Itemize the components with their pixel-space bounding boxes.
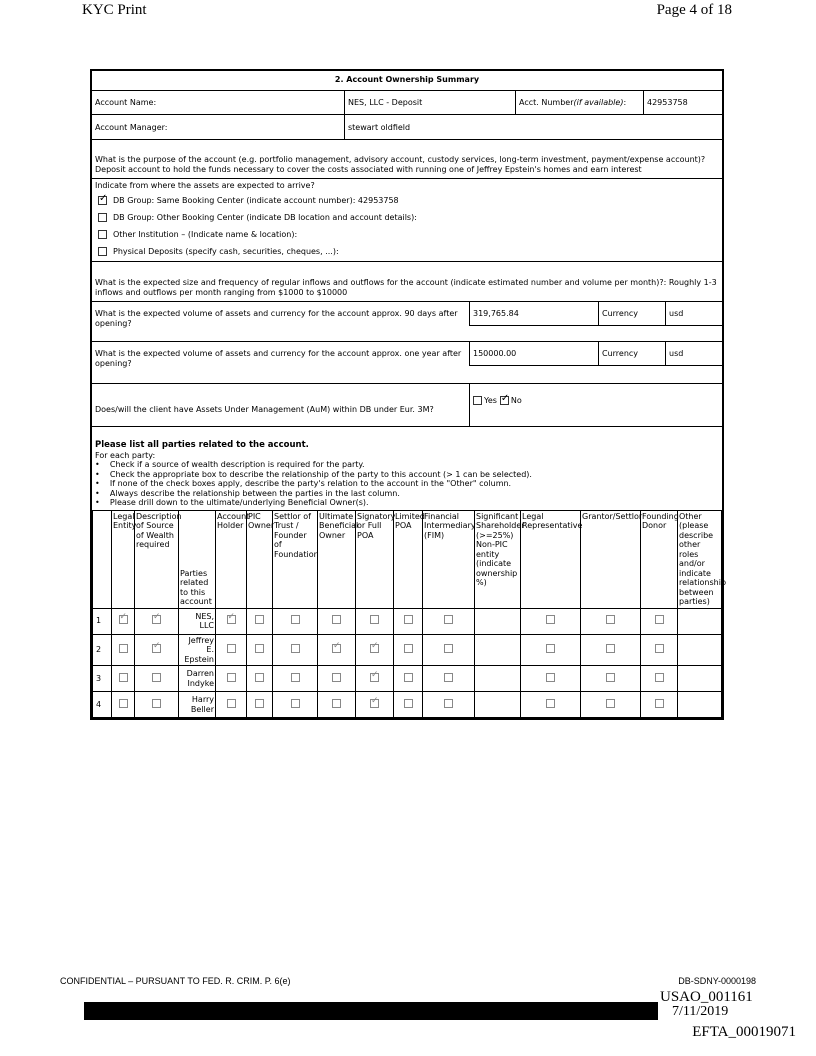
aum-row: [92, 384, 722, 427]
aum-yes-checkbox[interactable]: [473, 396, 482, 405]
purpose-text: What is the purpose of the account (e.g. portfolio management, advisory account, custody services, long-term investment, payment/expense account)? Deposit account to hold the funds necessary to cover the costs associated with running one of Jeffrey Epstein's homes and earn interest: [95, 155, 706, 174]
checkbox-icon[interactable]: [152, 644, 161, 653]
page-number: Page 4 of 18: [656, 2, 732, 18]
party-shareholder-cell: [475, 608, 521, 634]
print-header-title: KYC Print: [82, 2, 147, 18]
party-ubo-cell: [318, 608, 356, 634]
checkbox-icon[interactable]: [227, 673, 236, 682]
party-grantor-cell: [581, 666, 641, 692]
party-row-number: 4: [93, 692, 112, 718]
col-header-other: Other (please describe other roles and/or indicate relationship between parties): [679, 511, 727, 606]
checkbox-icon[interactable]: [152, 615, 161, 624]
checkbox-icon[interactable]: [606, 673, 615, 682]
checkbox-icon[interactable]: [444, 673, 453, 682]
parties-bullet-text: Always describe the relationship between the parties in the last column.: [109, 488, 400, 498]
party-sig-cell: [356, 634, 394, 666]
account-number-label-text: Acct. Number: [519, 98, 574, 107]
checkbox-icon[interactable]: [606, 699, 615, 708]
party-fim-cell: [423, 666, 475, 692]
checkbox-icon[interactable]: [291, 699, 300, 708]
checkbox-icon[interactable]: [404, 615, 413, 624]
checkbox-icon[interactable]: [291, 673, 300, 682]
checkbox-icon[interactable]: [119, 699, 128, 708]
col-header-shareholder: Significant Shareholder (>=25%) Non-PIC entity (indicate ownership %): [475, 510, 521, 608]
checkbox-icon[interactable]: [606, 615, 615, 624]
party-legal-cell: [112, 608, 135, 634]
volume-90-value: 319,765.84: [473, 309, 519, 318]
party-lpoa-cell: [394, 608, 423, 634]
checkbox-icon[interactable]: [332, 615, 341, 624]
party-settlor-cell: [273, 666, 318, 692]
party-pic-cell: [247, 634, 273, 666]
parties-bullet: • Please drill down to the ultimate/underlying Beneficial Owner(s).: [95, 498, 369, 507]
efta-number: EFTA_00019071: [692, 1024, 796, 1040]
party-lpoa-cell: [394, 666, 423, 692]
checkbox-icon[interactable]: [546, 644, 555, 653]
checkbox-icon[interactable]: [332, 673, 341, 682]
party-other-cell: [678, 692, 722, 718]
checkbox-icon[interactable]: [152, 699, 161, 708]
party-grantor-cell: [581, 634, 641, 666]
checkbox-icon[interactable]: [404, 699, 413, 708]
party-grantor-cell: [581, 692, 641, 718]
party-legal-cell: [112, 666, 135, 692]
account-number-label-italic: (if available): [573, 98, 624, 107]
party-sow-cell: [135, 666, 179, 692]
party-pic-cell: [247, 692, 273, 718]
flows-row: [92, 262, 722, 302]
party-row-number: 1: [93, 608, 112, 634]
volume-1y-value: 150000.00: [473, 349, 517, 358]
assets-option-label: DB Group: Other Booking Center (indicate DB location and account details):: [113, 213, 417, 222]
party-sow-cell: [135, 692, 179, 718]
checkbox-icon[interactable]: [370, 699, 379, 708]
party-sig-cell: [356, 666, 394, 692]
checkbox-icon[interactable]: [332, 699, 341, 708]
col-header-limited-poa: Limited POA: [394, 510, 423, 608]
checkbox-icon[interactable]: [444, 615, 453, 624]
col-header-fim: Financial Intermediary (FIM): [423, 510, 475, 608]
checkbox-icon[interactable]: [370, 673, 379, 682]
account-manager-value: stewart oldfield: [344, 115, 722, 139]
party-name: NES, LLC: [179, 608, 216, 634]
checkbox-icon[interactable]: [98, 213, 107, 222]
party-fim-cell: [423, 608, 475, 634]
volume-1y-fields: [469, 342, 722, 366]
checkbox-icon[interactable]: [119, 644, 128, 653]
col-header-ubo: Ultimate Beneficial Owner: [318, 510, 356, 608]
party-sow-cell: [135, 608, 179, 634]
assets-option-other-institution[interactable]: [92, 226, 722, 243]
aum-no-checkbox[interactable]: [500, 396, 509, 405]
assets-option-physical-deposits[interactable]: [92, 243, 722, 260]
account-manager-label: Account Manager:: [95, 122, 168, 132]
party-other-cell: [678, 666, 722, 692]
checkbox-icon[interactable]: [546, 673, 555, 682]
party-lpoa-cell: [394, 692, 423, 718]
party-shareholder-cell: [475, 692, 521, 718]
party-holder-cell: [216, 608, 247, 634]
volume-1y-currency: usd: [665, 342, 722, 365]
checkbox-icon[interactable]: [98, 196, 107, 205]
party-holder-cell: [216, 666, 247, 692]
checkbox-icon[interactable]: [98, 247, 107, 256]
checkbox-icon[interactable]: [332, 644, 341, 653]
party-other-cell: [678, 634, 722, 666]
checkbox-icon[interactable]: [291, 644, 300, 653]
parties-bullet-text: Please drill down to the ultimate/underlying Beneficial Owner(s).: [109, 498, 369, 507]
account-manager-row: [92, 115, 722, 140]
checkbox-icon[interactable]: [227, 644, 236, 653]
parties-bullet-text: Check if a source of wealth description is required for the party.: [109, 460, 365, 469]
checkbox-icon[interactable]: [606, 644, 615, 653]
volume-90-question: What is the expected volume of assets and currency for the account approx. 90 days after opening?: [95, 309, 458, 328]
assets-option-label: Physical Deposits (specify cash, securities, cheques, ...):: [113, 247, 339, 256]
checkbox-icon[interactable]: [227, 699, 236, 708]
party-pic-cell: [247, 666, 273, 692]
account-name-value: NES, LLC - Deposit: [344, 91, 515, 114]
party-pic-cell: [247, 608, 273, 634]
account-number-label: [515, 91, 643, 114]
parties-title: Please list all parties related to the account.: [95, 440, 309, 450]
party-grantor-cell: [581, 608, 641, 634]
party-row-number: 2: [93, 634, 112, 666]
party-fim-cell: [423, 692, 475, 718]
parties-bullet-text: Check the appropriate box to describe the relationship of the party to this account (> 1 can be selected).: [109, 469, 532, 479]
aum-no-label: No: [510, 396, 522, 405]
aum-yes-label: Yes: [484, 396, 497, 405]
col-header-account-holder: Account Holder: [216, 510, 247, 608]
col-header-legal-rep: Legal Representative: [521, 510, 581, 608]
party-lpoa-cell: [394, 634, 423, 666]
party-legalrep-cell: [521, 666, 581, 692]
checkbox-icon[interactable]: [370, 615, 379, 624]
col-header-source-of-wealth: Description of Source of Wealth required: [135, 510, 179, 608]
col-header-settlor: Settlor of Trust / Founder of Foundation: [273, 510, 318, 608]
party-settlor-cell: [273, 608, 318, 634]
party-holder-cell: [216, 692, 247, 718]
assets-option-label: DB Group: Same Booking Center (indicate account number): 42953758: [113, 196, 399, 205]
party-settlor-cell: [273, 634, 318, 666]
account-name-row: [92, 91, 722, 115]
party-legal-cell: [112, 634, 135, 666]
party-row-number: 3: [93, 666, 112, 692]
checkbox-icon[interactable]: [546, 615, 555, 624]
assets-option-label: Other Institution – (Indicate name & location):: [113, 230, 298, 239]
party-legalrep-cell: [521, 608, 581, 634]
checkbox-icon[interactable]: [152, 673, 161, 682]
party-sow-cell: [135, 634, 179, 666]
checkbox-icon[interactable]: [291, 615, 300, 624]
account-ownership-form: [90, 69, 727, 720]
checkbox-icon[interactable]: [227, 615, 236, 624]
party-name: Harry Beller: [179, 692, 216, 718]
party-ubo-cell: [318, 634, 356, 666]
assets-option-same-booking[interactable]: [92, 192, 722, 209]
checkbox-icon[interactable]: [655, 615, 664, 624]
checkbox-icon[interactable]: [255, 673, 264, 682]
party-donor-cell: [641, 608, 678, 634]
party-row: [93, 692, 722, 718]
checkbox-icon[interactable]: [404, 644, 413, 653]
checkbox-icon[interactable]: [444, 699, 453, 708]
col-header-pic-owner: PIC Owner: [247, 510, 273, 608]
party-ubo-cell: [318, 692, 356, 718]
parties-header-row: [93, 510, 722, 608]
volume-1y-question: What is the expected volume of assets and currency for the account approx. one year after opening?: [95, 349, 462, 368]
col-header-parties: Parties related to this account: [179, 510, 216, 608]
assets-arrive-block: [92, 179, 722, 262]
parties-table-body: [93, 608, 722, 718]
checkbox-icon[interactable]: [655, 644, 664, 653]
party-holder-cell: [216, 634, 247, 666]
party-sig-cell: [356, 692, 394, 718]
party-legalrep-cell: [521, 634, 581, 666]
usao-date: 7/11/2019: [672, 1004, 729, 1019]
checkbox-icon[interactable]: [546, 699, 555, 708]
party-donor-cell: [641, 692, 678, 718]
usao-stamp: USAO_001161: [660, 989, 753, 1005]
col-header-number: [93, 510, 112, 608]
section-title: 2. Account Ownership Summary: [92, 71, 722, 91]
party-legalrep-cell: [521, 692, 581, 718]
parties-bullet: • Check if a source of wealth description is required for the party.: [95, 460, 365, 469]
col-header-founding-donor: Founding Donor: [641, 510, 678, 608]
parties-subtitle: For each party:: [95, 450, 156, 460]
checkbox-icon[interactable]: [255, 615, 264, 624]
volume-1y-row: [92, 342, 722, 384]
party-shareholder-cell: [475, 634, 521, 666]
party-other-cell: [678, 608, 722, 634]
parties-bullet: • Always describe the relationship between the parties in the last column.: [95, 488, 400, 498]
party-donor-cell: [641, 666, 678, 692]
col-header-legal-entity: Legal Entity: [112, 510, 135, 608]
purpose-row: [92, 140, 722, 179]
party-row: [93, 608, 722, 634]
redaction-bar: [84, 1002, 658, 1020]
party-ubo-cell: [318, 666, 356, 692]
account-number-label-colon: :: [623, 98, 627, 107]
party-sig-cell: [356, 608, 394, 634]
volume-90-row: [92, 302, 722, 342]
party-row: [93, 634, 722, 666]
volume-90-currency: usd: [665, 302, 722, 325]
checkbox-icon[interactable]: [655, 673, 664, 682]
parties-bullet-text: If none of the check boxes apply, describe the party's relation to the account in the "Other" column.: [109, 479, 512, 488]
party-name: Jeffrey E. Epstein: [179, 634, 216, 666]
flows-text: What is the expected size and frequency of regular inflows and outflows for the account (indicate estimated number and volume per month)?: Roughly 1-3 inflows and outflows per month ranging from $1000 to $10000: [95, 278, 717, 297]
volume-1y-currency-label: Currency: [598, 342, 665, 365]
volume-90-fields: [469, 302, 722, 326]
checkbox-icon[interactable]: [119, 615, 128, 624]
parties-instructions: [92, 427, 722, 510]
aum-options: [469, 384, 722, 426]
party-fim-cell: [423, 634, 475, 666]
party-donor-cell: [641, 634, 678, 666]
assets-option-other-booking[interactable]: [92, 209, 722, 226]
account-name-label: Account Name:: [95, 98, 157, 107]
parties-bullet: • If none of the check boxes apply, describe the party's relation to the account in the "Other" column.: [95, 479, 512, 488]
parties-bullet: • Check the appropriate box to describe the relationship of the party to this account (> 1 can be selected).: [95, 469, 532, 479]
confidential-notice: CONFIDENTIAL – PURSUANT TO FED. R. CRIM. P. 6(e): [60, 976, 291, 986]
checkbox-icon[interactable]: [370, 644, 379, 653]
col-header-signatory: Signatory or Full POA: [356, 510, 394, 608]
checkbox-icon[interactable]: [655, 699, 664, 708]
checkbox-icon[interactable]: [444, 644, 453, 653]
checkbox-icon[interactable]: [404, 673, 413, 682]
checkbox-icon[interactable]: [119, 673, 128, 682]
volume-90-currency-label: Currency: [598, 302, 665, 325]
parties-table: [92, 510, 727, 719]
party-settlor-cell: [273, 692, 318, 718]
bates-number: DB-SDNY-0000198: [678, 976, 756, 986]
checkbox-icon[interactable]: [255, 644, 264, 653]
aum-question: Does/will the client have Assets Under Management (AuM) within DB under Eur. 3M?: [95, 405, 434, 414]
col-header-grantor: Grantor/Settlor: [581, 510, 641, 608]
account-number-value: 42953758: [643, 91, 722, 114]
checkbox-icon[interactable]: [255, 699, 264, 708]
assets-arrive-question: Indicate from where the assets are expected to arrive?: [95, 181, 315, 190]
party-name: Darren Indyke: [179, 666, 216, 692]
party-row: [93, 666, 722, 692]
checkbox-icon[interactable]: [98, 230, 107, 239]
party-shareholder-cell: [475, 666, 521, 692]
party-legal-cell: [112, 692, 135, 718]
